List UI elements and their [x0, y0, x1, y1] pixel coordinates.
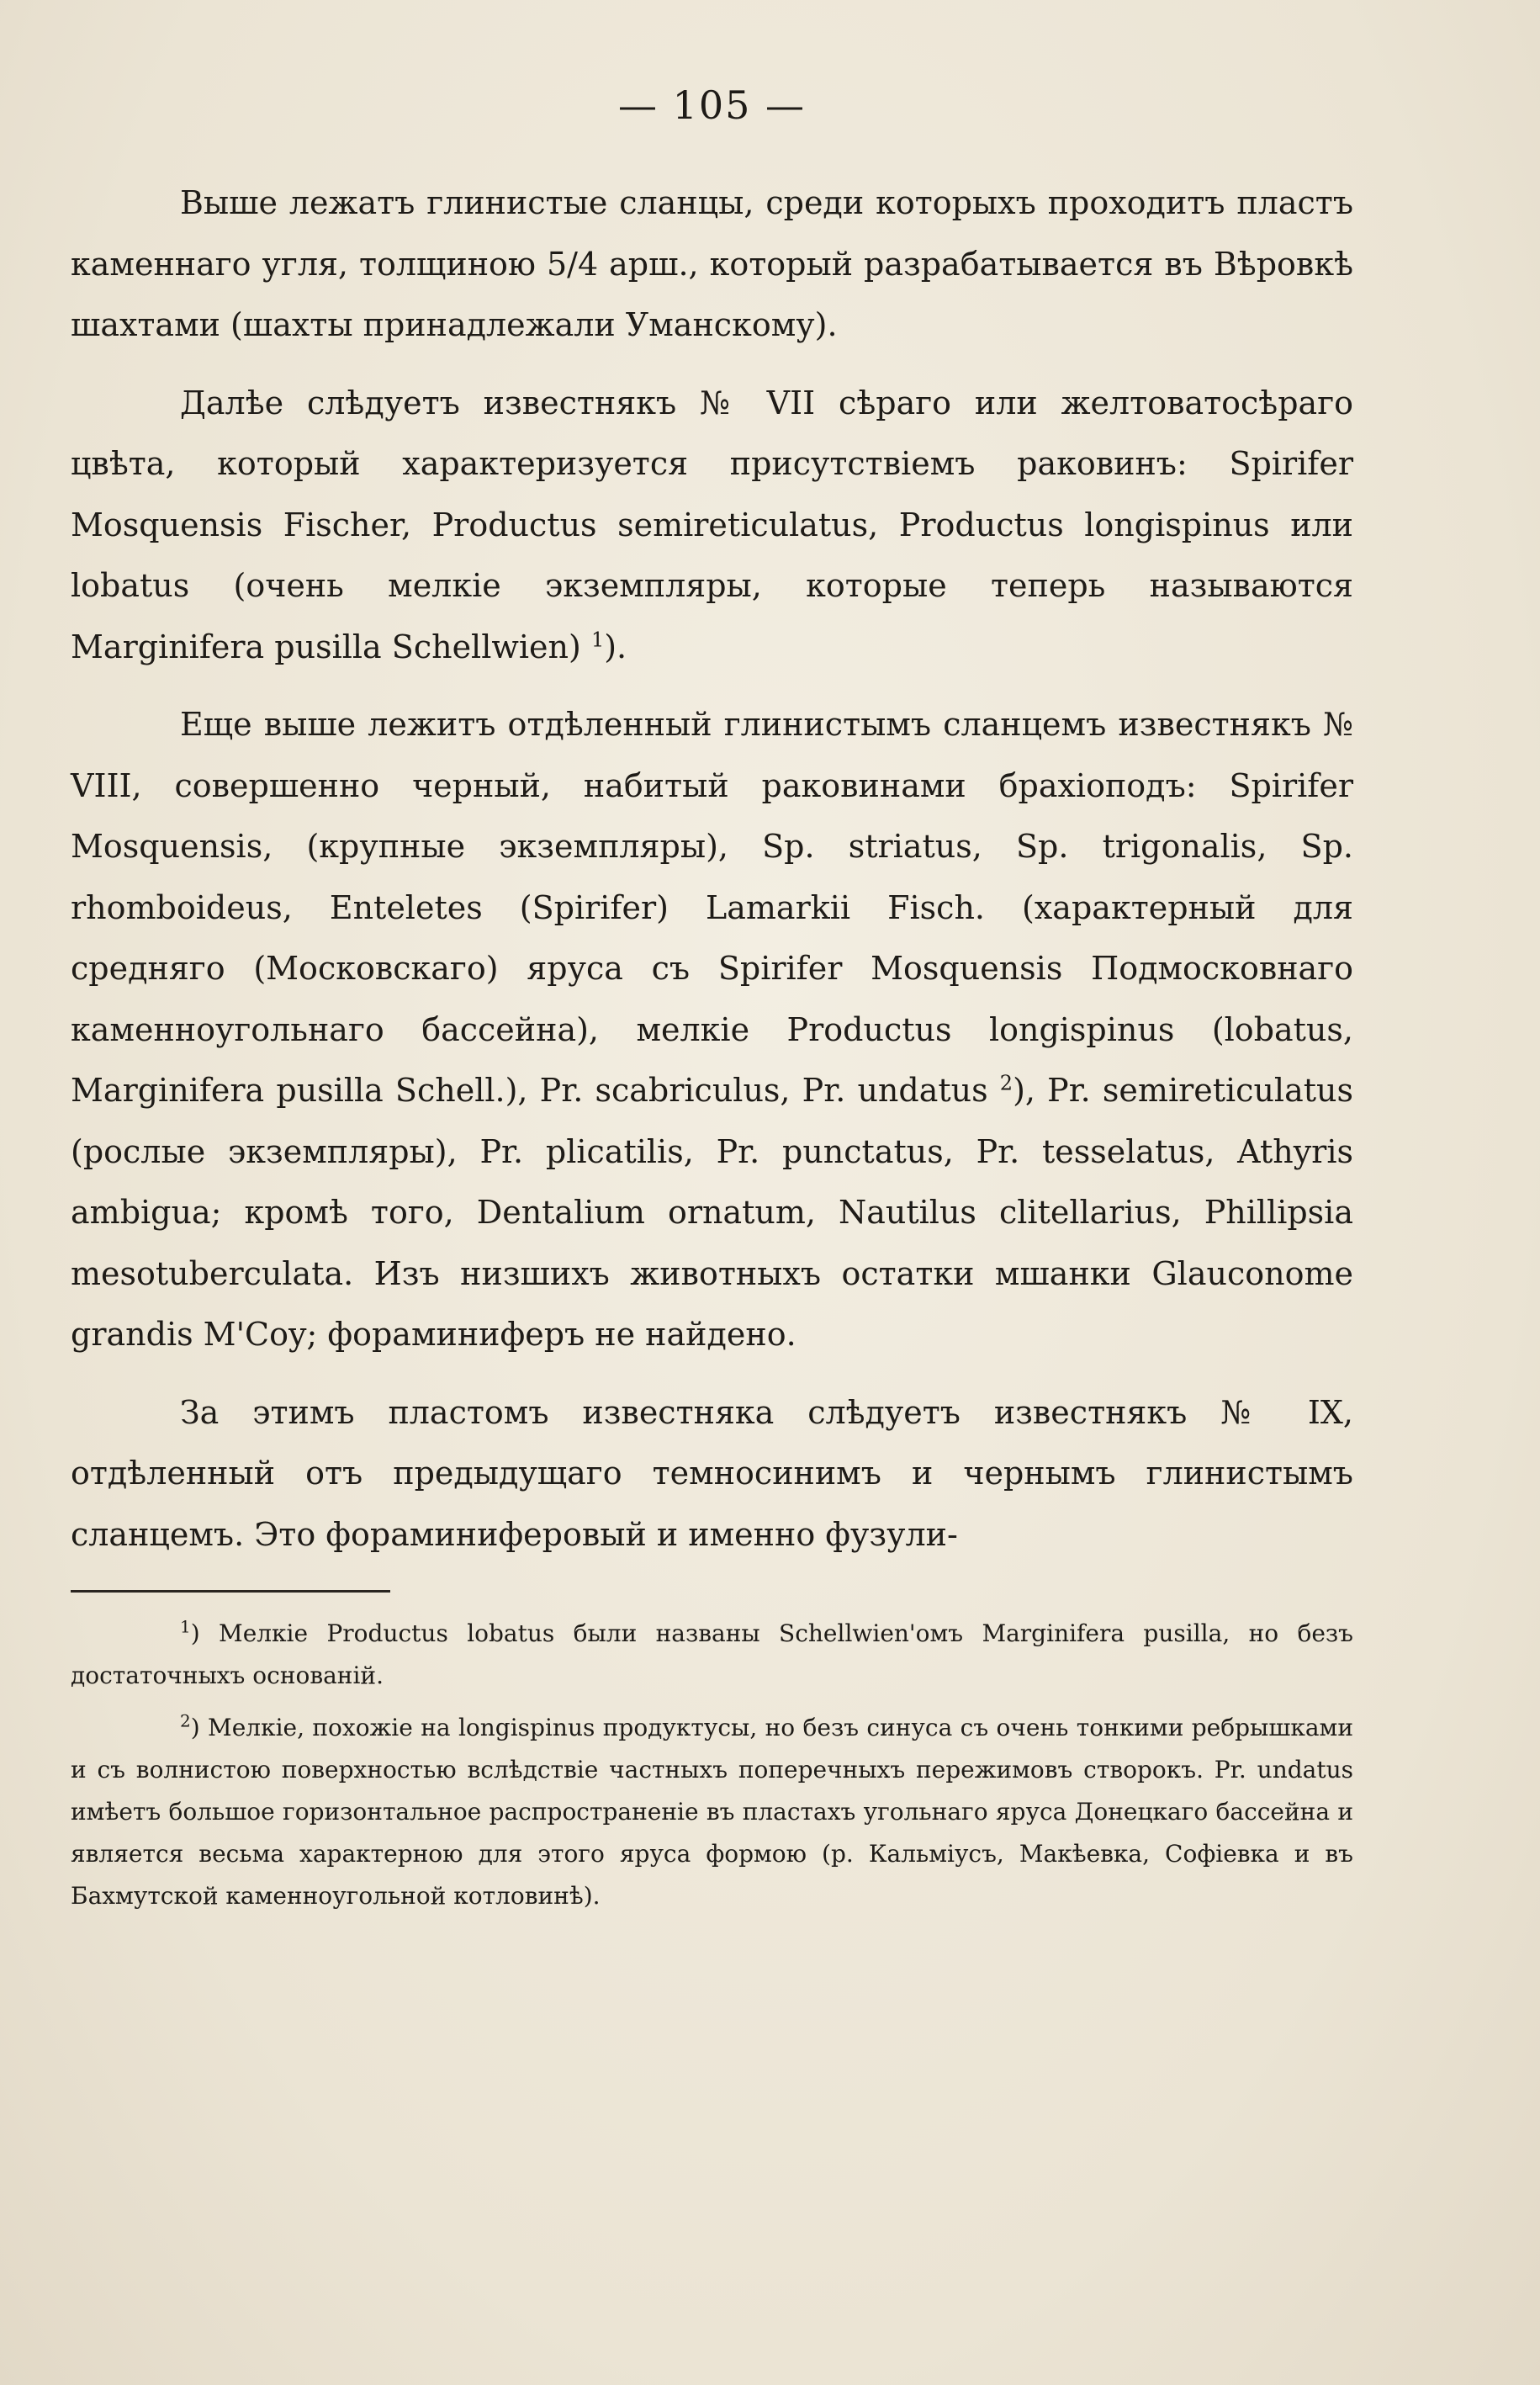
- footnote-divider: [71, 1590, 390, 1593]
- paragraph-1: Выше лежатъ глинистые сланцы, среди которыхъ проходитъ пластъ каменнаго угля, толщиною 5/4 арш., который разрабатывается въ Вѣровкѣ шахтами (шахты принадлежали Уманскому).: [71, 184, 1353, 343]
- paragraph-3: [71, 694, 1353, 1365]
- paragraph-2-text: Далѣе слѣдуетъ известнякъ № VII сѣраго или желтоватосѣраго цвѣта, который характеризуется присутствіемъ раковинъ: Spirifer Mosquensis Fischer, Productus semireticulatus, Productus longispinus или lobatus (очень мелкіе экземпляры, которые теперь называются Marginifera pusilla Schellwien): [71, 384, 1353, 665]
- footnote-ref-1: 1: [590, 627, 605, 651]
- footnote-2: [71, 1707, 1353, 1917]
- footnote-1-text: ) Мелкіе Productus lobatus были названы Schellwien'омъ Marginifera pusilla, но безъ достаточныхъ основаній.: [71, 1619, 1353, 1689]
- footnote-ref-2: 2: [999, 1071, 1013, 1095]
- footnotes: [71, 1613, 1353, 1917]
- paragraph-2: [71, 373, 1353, 678]
- footnote-1: [71, 1613, 1353, 1697]
- paragraph-2-end: ).: [604, 628, 627, 665]
- footnote-1-mark: 1: [180, 1616, 191, 1637]
- footnote-2-text: ) Мелкіе, похожіе на longispinus продуктусы, но безъ синуса съ очень тонкими ребрышками и съ волнистою поверхностью вслѣдствіе частныхъ поперечныхъ пережимовъ створокъ. Pr. undatus имѣетъ большое горизонтальное распространеніе въ пластахъ угольнаго яруса Донецкаго бассейна и является весьма характерною для этого яруса формою (р. Кальміусъ, Макѣевка, Софіевка и въ Бахмутской каменноугольной котловинѣ).: [71, 1714, 1353, 1910]
- footnote-2-mark: 2: [180, 1710, 191, 1731]
- paragraph-4: За этимъ пластомъ известняка слѣдуетъ известнякъ № IX, отдѣленный отъ предыдущаго темносинимъ и чернымъ глинистымъ сланцемъ. Это фораминиферовый и именно фузули-: [71, 1393, 1353, 1553]
- paragraph-3-continuation: ), Pr. semireticulatus (рослые экземпляры), Pr. plicatilis, Pr. punctatus, Pr. tesselatus, Athyris ambigua; кромѣ того, Dentalium ornatum, Nautilus clitellarius, Phillipsia mesotuberculata. Изъ низшихъ животныхъ остатки мшанки Glauconome grandis M'Coy; фораминиферъ не найдено.: [71, 1072, 1353, 1353]
- page-number: — 105 —: [617, 82, 807, 128]
- body-text: [71, 172, 1353, 1565]
- paragraph-3-text: Еще выше лежитъ отдѣленный глинистымъ сланцемъ известнякъ № VIII, совершенно черный, набитый раковинами брахіоподъ: Spirifer Mosquensis, (крупные экземпляры), Sp. striatus, Sp. trigonalis, Sp. rhomboideus, Enteletes (Spirifer) Lamarkii Fisch. (характерный для средняго (Московскаго) яруса съ Spirifer Mosquensis Подмосковнаго каменноугольнаго бассейна), мелкіе Productus longispinus (lobatus, Marginifera pusilla Schell.), Pr. scabriculus, Pr. undatus: [71, 706, 1353, 1109]
